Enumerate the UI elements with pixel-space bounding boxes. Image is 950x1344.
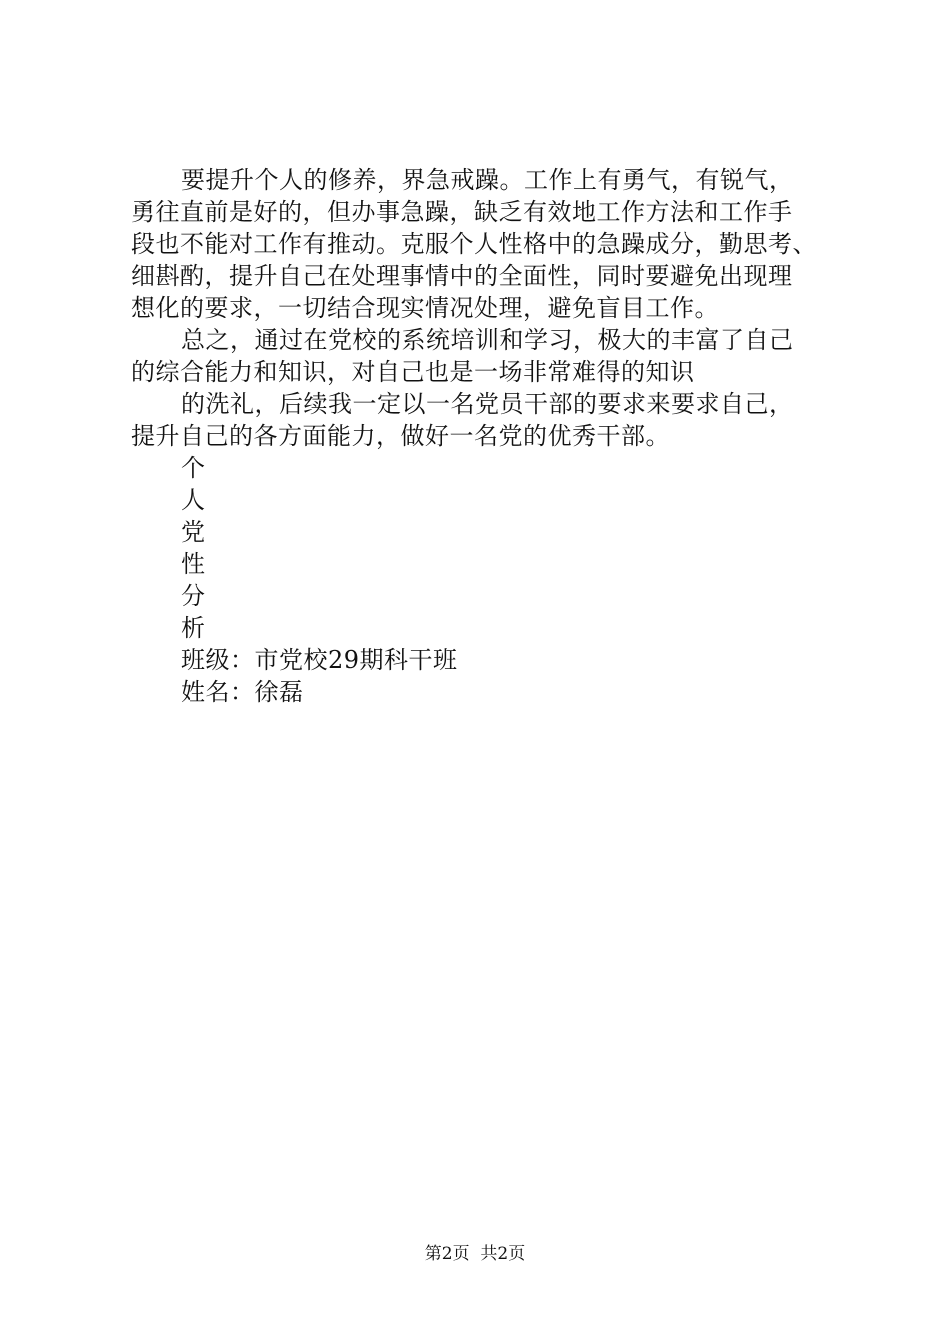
paragraph-3 xyxy=(131,388,851,452)
class-info: 班级：市党校29期科干班 xyxy=(181,646,458,674)
title-char: 析 xyxy=(181,614,206,642)
vertical-title xyxy=(131,452,851,644)
title-char: 性 xyxy=(181,550,206,578)
paragraph-2 xyxy=(131,324,851,388)
text-line: 段也不能对工作有推动。克服个人性格中的急躁成分，勤思考、 xyxy=(131,230,817,258)
text-line: 的洗礼，后续我一定以一名党员干部的要求来要求自己， xyxy=(181,390,794,418)
title-char: 个 xyxy=(181,454,206,482)
text-line: 总之，通过在党校的系统培训和学习，极大的丰富了自己 xyxy=(181,326,794,354)
text-line: 要提升个人的修养，界急戒躁。工作上有勇气，有锐气， xyxy=(181,166,794,194)
text-line: 想化的要求，一切结合现实情况处理，避免盲目工作。 xyxy=(131,294,719,322)
text-line: 提升自己的各方面能力，做好一名党的优秀干部。 xyxy=(131,422,670,450)
title-char: 分 xyxy=(181,582,206,610)
page-number: 第2页 共2页 xyxy=(424,1244,526,1264)
title-char: 党 xyxy=(181,518,206,546)
page-footer xyxy=(0,1242,950,1266)
author-name: 姓名：徐磊 xyxy=(181,678,304,706)
text-line: 细斟酌，提升自己在处理事情中的全面性，同时要避免出现理 xyxy=(131,262,793,290)
title-char: 人 xyxy=(181,486,206,514)
document-body xyxy=(131,164,851,708)
paragraph-1 xyxy=(131,164,851,324)
text-line: 勇往直前是好的，但办事急躁，缺乏有效地工作方法和工作手 xyxy=(131,198,793,226)
text-line: 的综合能力和知识，对自己也是一场非常难得的知识 xyxy=(131,358,695,386)
